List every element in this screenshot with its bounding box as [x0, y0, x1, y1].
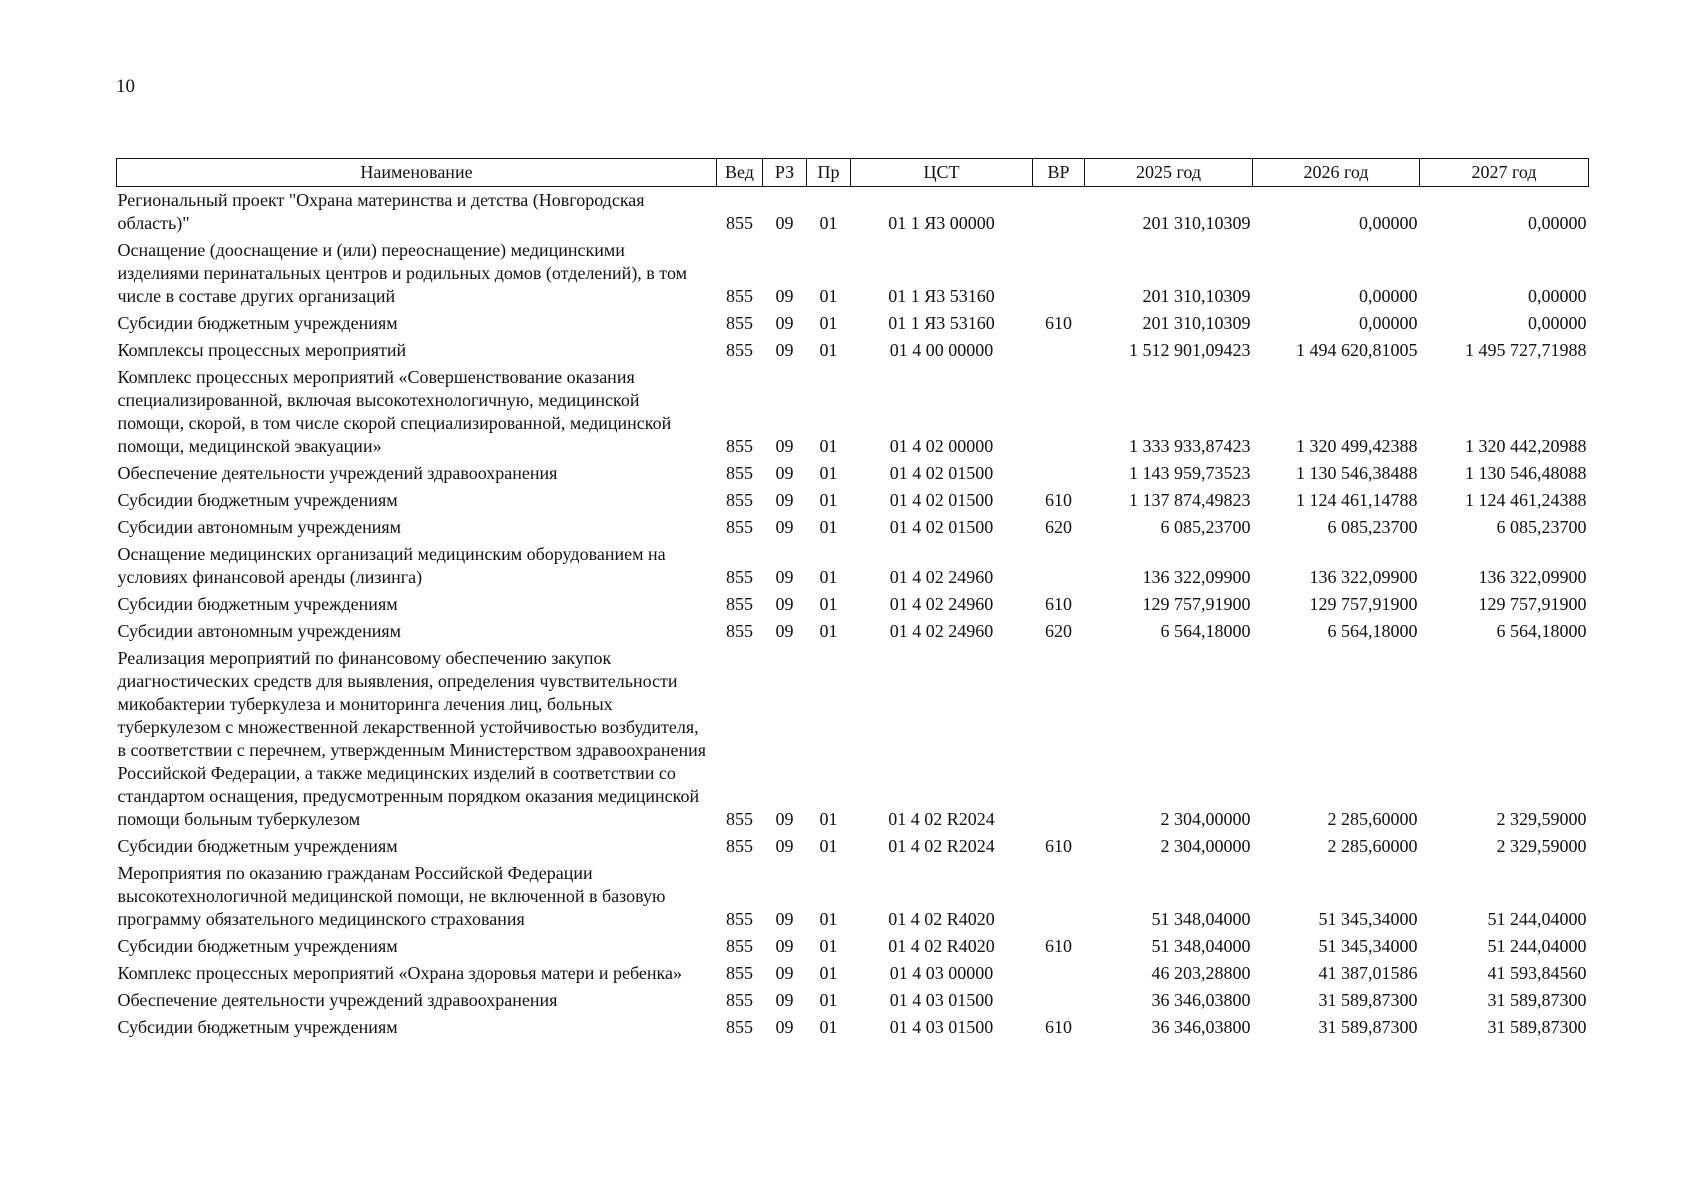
- cell-pr: 01: [819, 286, 838, 306]
- cell-rz: 09: [775, 286, 794, 306]
- header-ved: Вед: [717, 159, 763, 187]
- cell-pr: 01: [819, 809, 838, 829]
- cell-2026: 31 589,87300: [1318, 990, 1418, 1010]
- budget-table: [116, 158, 1589, 1041]
- cell-rz: 09: [775, 909, 794, 929]
- cell-pr: 01: [819, 594, 838, 614]
- cell-rz: 09: [775, 1017, 794, 1037]
- cell-2026: 1 130 546,38488: [1296, 463, 1418, 483]
- cell-rz: 09: [775, 213, 794, 233]
- cell-2027: 1 124 461,24388: [1465, 490, 1587, 510]
- cell-name: Региональный проект "Охрана материнства и детства (Новгородская область)": [117, 190, 645, 233]
- cell-cst: 01 1 Я3 53160: [888, 313, 995, 333]
- cell-cst: 01 4 00 00000: [889, 340, 994, 360]
- cell-2027: 0,00000: [1528, 313, 1587, 333]
- cell-ved: 855: [726, 286, 753, 306]
- cell-name: Субсидии бюджетным учреждениям: [117, 594, 398, 614]
- cell-pr: 01: [819, 621, 838, 641]
- cell-name: Оснащение (дооснащение и (или) переоснащение) медицинскими изделиями перинатальных центров и родильных домов (отделений), в том числе в составе других организаций: [117, 240, 687, 306]
- cell-2025: 6 085,23700: [1160, 517, 1251, 537]
- cell-name: Комплексы процессных мероприятий: [117, 340, 407, 360]
- table-row: [117, 860, 1589, 933]
- cell-ved: 855: [726, 436, 753, 456]
- cell-pr: 01: [819, 963, 838, 983]
- cell-2025: 51 348,04000: [1151, 936, 1251, 956]
- cell-cst: 01 1 Я3 53160: [888, 286, 995, 306]
- cell-rz: 09: [775, 436, 794, 456]
- cell-2027: 136 322,09900: [1478, 567, 1587, 587]
- cell-ved: 855: [726, 909, 753, 929]
- table-body: [117, 187, 1589, 1042]
- cell-ved: 855: [726, 517, 753, 537]
- cell-name: Субсидии бюджетным учреждениям: [117, 490, 398, 510]
- cell-cst: 01 4 02 R4020: [888, 936, 995, 956]
- cell-2025: 129 757,91900: [1142, 594, 1251, 614]
- cell-cst: 01 4 02 01500: [889, 490, 994, 510]
- cell-name: Реализация мероприятий по финансовому обеспечению закупок диагностических средств для выявления, определения чувствительности микобактерии туберкулеза и мониторинга лечения лиц, больных туберкулезом с множественной лекарственной устойчивостью возбудителя, в соответствии с перечнем, утвержденным Министерством здравоохранения Российской Федерации, а также медицинских изделий в соответствии со стандартом оснащения, предусмотренным порядком оказания медицинской помощи больным туберкулезом: [117, 648, 707, 829]
- cell-2027: 6 564,18000: [1496, 621, 1587, 641]
- cell-2025: 36 346,03800: [1151, 990, 1251, 1010]
- cell-2026: 51 345,34000: [1318, 936, 1418, 956]
- cell-ved: 855: [726, 313, 753, 333]
- cell-rz: 09: [775, 963, 794, 983]
- cell-2027: 6 085,23700: [1496, 517, 1587, 537]
- page-number: 10: [116, 76, 135, 97]
- cell-name: Комплекс процессных мероприятий «Совершенствование оказания специализированной, включая высокотехнологичную, медицинской помощи, скорой, в том числе скорой специализированной, медицинской помощи, медицинской эвакуации»: [117, 367, 672, 456]
- cell-rz: 09: [775, 621, 794, 641]
- cell-pr: 01: [819, 463, 838, 483]
- cell-name: Мероприятия по оказанию гражданам Российской Федерации высокотехнологичной медицинской помощи, не включенной в базовую программу обязательного медицинского страхования: [117, 863, 666, 929]
- cell-2026: 6 564,18000: [1327, 621, 1418, 641]
- cell-name: Субсидии бюджетным учреждениям: [117, 313, 398, 333]
- cell-vr: 620: [1045, 517, 1072, 537]
- cell-2026: 1 124 461,14788: [1296, 490, 1418, 510]
- cell-2027: 31 589,87300: [1487, 1017, 1587, 1037]
- cell-rz: 09: [775, 313, 794, 333]
- table-row: [117, 591, 1589, 618]
- table-row: [117, 933, 1589, 960]
- cell-2026: 0,00000: [1359, 313, 1418, 333]
- cell-ved: 855: [726, 340, 753, 360]
- cell-2025: 51 348,04000: [1151, 909, 1251, 929]
- cell-pr: 01: [819, 213, 838, 233]
- cell-vr: [1033, 987, 1085, 1014]
- table-row: [117, 364, 1589, 460]
- cell-ved: 855: [726, 1017, 753, 1037]
- cell-2027: 0,00000: [1528, 213, 1587, 233]
- table-row: [117, 514, 1589, 541]
- cell-vr: 610: [1045, 313, 1072, 333]
- table-row: [117, 1014, 1589, 1041]
- cell-2025: 136 322,09900: [1142, 567, 1251, 587]
- cell-2025: 1 512 901,09423: [1129, 340, 1251, 360]
- cell-cst: 01 1 Я3 00000: [888, 213, 995, 233]
- table-row: [117, 337, 1589, 364]
- cell-rz: 09: [775, 936, 794, 956]
- cell-rz: 09: [775, 517, 794, 537]
- cell-ved: 855: [726, 594, 753, 614]
- cell-ved: 855: [726, 490, 753, 510]
- table-row: [117, 960, 1589, 987]
- cell-ved: 855: [726, 963, 753, 983]
- cell-vr: [1033, 187, 1085, 238]
- cell-2025: 2 304,00000: [1160, 836, 1251, 856]
- cell-2025: 46 203,28800: [1151, 963, 1251, 983]
- cell-2025: 2 304,00000: [1160, 809, 1251, 829]
- cell-2027: 1 495 727,71988: [1465, 340, 1587, 360]
- cell-2025: 1 333 933,87423: [1129, 436, 1251, 456]
- cell-2027: 51 244,04000: [1487, 909, 1587, 929]
- cell-pr: 01: [819, 436, 838, 456]
- cell-name: Субсидии бюджетным учреждениям: [117, 836, 398, 856]
- table-row: [117, 987, 1589, 1014]
- table-header-row: [117, 159, 1589, 187]
- cell-ved: 855: [726, 990, 753, 1010]
- cell-pr: 01: [819, 490, 838, 510]
- cell-pr: 01: [819, 517, 838, 537]
- cell-cst: 01 4 03 00000: [889, 963, 994, 983]
- header-2026: 2026 год: [1253, 159, 1420, 187]
- cell-2026: 136 322,09900: [1309, 567, 1418, 587]
- cell-pr: 01: [819, 313, 838, 333]
- cell-2025: 6 564,18000: [1160, 621, 1251, 641]
- cell-pr: 01: [819, 567, 838, 587]
- cell-vr: [1033, 645, 1085, 833]
- cell-2026: 31 589,87300: [1318, 1017, 1418, 1037]
- cell-ved: 855: [726, 463, 753, 483]
- table-row: [117, 833, 1589, 860]
- cell-ved: 855: [726, 621, 753, 641]
- cell-2026: 41 387,01586: [1318, 963, 1418, 983]
- cell-2026: 1 494 620,81005: [1296, 340, 1418, 360]
- cell-pr: 01: [819, 836, 838, 856]
- cell-vr: [1033, 860, 1085, 933]
- cell-name: Субсидии бюджетным учреждениям: [117, 1017, 398, 1037]
- cell-2026: 2 285,60000: [1327, 836, 1418, 856]
- table-row: [117, 237, 1589, 310]
- cell-cst: 01 4 02 01500: [889, 463, 994, 483]
- cell-name: Субсидии автономным учреждениям: [117, 621, 402, 641]
- cell-2025: 36 346,03800: [1151, 1017, 1251, 1037]
- cell-vr: [1033, 460, 1085, 487]
- header-rz: РЗ: [763, 159, 807, 187]
- cell-2026: 2 285,60000: [1327, 809, 1418, 829]
- cell-2025: 201 310,10309: [1142, 313, 1251, 333]
- cell-2027: 129 757,91900: [1478, 594, 1587, 614]
- cell-rz: 09: [775, 567, 794, 587]
- cell-rz: 09: [775, 594, 794, 614]
- cell-name: Субсидии бюджетным учреждениям: [117, 936, 398, 956]
- cell-2025: 1 137 874,49823: [1129, 490, 1251, 510]
- header-cst: ЦСТ: [851, 159, 1033, 187]
- table-row: [117, 487, 1589, 514]
- cell-vr: [1033, 960, 1085, 987]
- cell-2026: 6 085,23700: [1327, 517, 1418, 537]
- cell-vr: [1033, 337, 1085, 364]
- header-name: Наименование: [117, 159, 717, 187]
- cell-cst: 01 4 02 R2024: [888, 809, 995, 829]
- table-row: [117, 310, 1589, 337]
- cell-vr: [1033, 541, 1085, 591]
- table-row: [117, 541, 1589, 591]
- cell-2026: 129 757,91900: [1309, 594, 1418, 614]
- cell-vr: 610: [1045, 594, 1072, 614]
- cell-pr: 01: [819, 990, 838, 1010]
- cell-2026: 0,00000: [1359, 213, 1418, 233]
- header-pr: Пр: [807, 159, 851, 187]
- table-row: [117, 645, 1589, 833]
- cell-2026: 0,00000: [1359, 286, 1418, 306]
- cell-name: Комплекс процессных мероприятий «Охрана здоровья матери и ребенка»: [117, 963, 682, 983]
- cell-cst: 01 4 02 R2024: [888, 836, 995, 856]
- table-row: [117, 618, 1589, 645]
- cell-name: Обеспечение деятельности учреждений здравоохранения: [117, 463, 558, 483]
- cell-2027: 0,00000: [1528, 286, 1587, 306]
- cell-2025: 201 310,10309: [1142, 213, 1251, 233]
- cell-2027: 2 329,59000: [1496, 809, 1587, 829]
- cell-cst: 01 4 03 01500: [889, 1017, 994, 1037]
- cell-vr: 610: [1045, 1017, 1072, 1037]
- cell-pr: 01: [819, 340, 838, 360]
- cell-cst: 01 4 02 00000: [889, 436, 994, 456]
- cell-2025: 1 143 959,73523: [1129, 463, 1251, 483]
- cell-pr: 01: [819, 936, 838, 956]
- cell-ved: 855: [726, 213, 753, 233]
- cell-vr: [1033, 364, 1085, 460]
- cell-2027: 31 589,87300: [1487, 990, 1587, 1010]
- cell-name: Оснащение медицинских организаций медицинским оборудованием на условиях финансовой аренды (лизинга): [117, 544, 666, 587]
- cell-rz: 09: [775, 340, 794, 360]
- cell-rz: 09: [775, 809, 794, 829]
- cell-vr: 610: [1045, 936, 1072, 956]
- cell-cst: 01 4 03 01500: [889, 990, 994, 1010]
- header-2027: 2027 год: [1420, 159, 1589, 187]
- cell-cst: 01 4 02 24960: [889, 594, 994, 614]
- budget-table-container: [116, 158, 1588, 1041]
- cell-2027: 1 130 546,48088: [1465, 463, 1587, 483]
- table-row: [117, 187, 1589, 238]
- cell-cst: 01 4 02 01500: [889, 517, 994, 537]
- cell-ved: 855: [726, 836, 753, 856]
- cell-ved: 855: [726, 809, 753, 829]
- table-row: [117, 460, 1589, 487]
- cell-2026: 1 320 499,42388: [1296, 436, 1418, 456]
- cell-2025: 201 310,10309: [1142, 286, 1251, 306]
- cell-name: Субсидии автономным учреждениям: [117, 517, 402, 537]
- cell-name: Обеспечение деятельности учреждений здравоохранения: [117, 990, 558, 1010]
- cell-2027: 41 593,84560: [1487, 963, 1587, 983]
- cell-vr: 610: [1045, 836, 1072, 856]
- cell-pr: 01: [819, 1017, 838, 1037]
- cell-2026: 51 345,34000: [1318, 909, 1418, 929]
- cell-rz: 09: [775, 836, 794, 856]
- cell-vr: 620: [1045, 621, 1072, 641]
- cell-2027: 51 244,04000: [1487, 936, 1587, 956]
- cell-cst: 01 4 02 R4020: [888, 909, 995, 929]
- cell-rz: 09: [775, 463, 794, 483]
- cell-ved: 855: [726, 567, 753, 587]
- cell-ved: 855: [726, 936, 753, 956]
- cell-cst: 01 4 02 24960: [889, 621, 994, 641]
- cell-rz: 09: [775, 990, 794, 1010]
- cell-pr: 01: [819, 909, 838, 929]
- header-vr: ВР: [1033, 159, 1085, 187]
- cell-vr: [1033, 237, 1085, 310]
- header-2025: 2025 год: [1085, 159, 1253, 187]
- cell-vr: 610: [1045, 490, 1072, 510]
- cell-cst: 01 4 02 24960: [889, 567, 994, 587]
- cell-2027: 2 329,59000: [1496, 836, 1587, 856]
- cell-2027: 1 320 442,20988: [1465, 436, 1587, 456]
- cell-rz: 09: [775, 490, 794, 510]
